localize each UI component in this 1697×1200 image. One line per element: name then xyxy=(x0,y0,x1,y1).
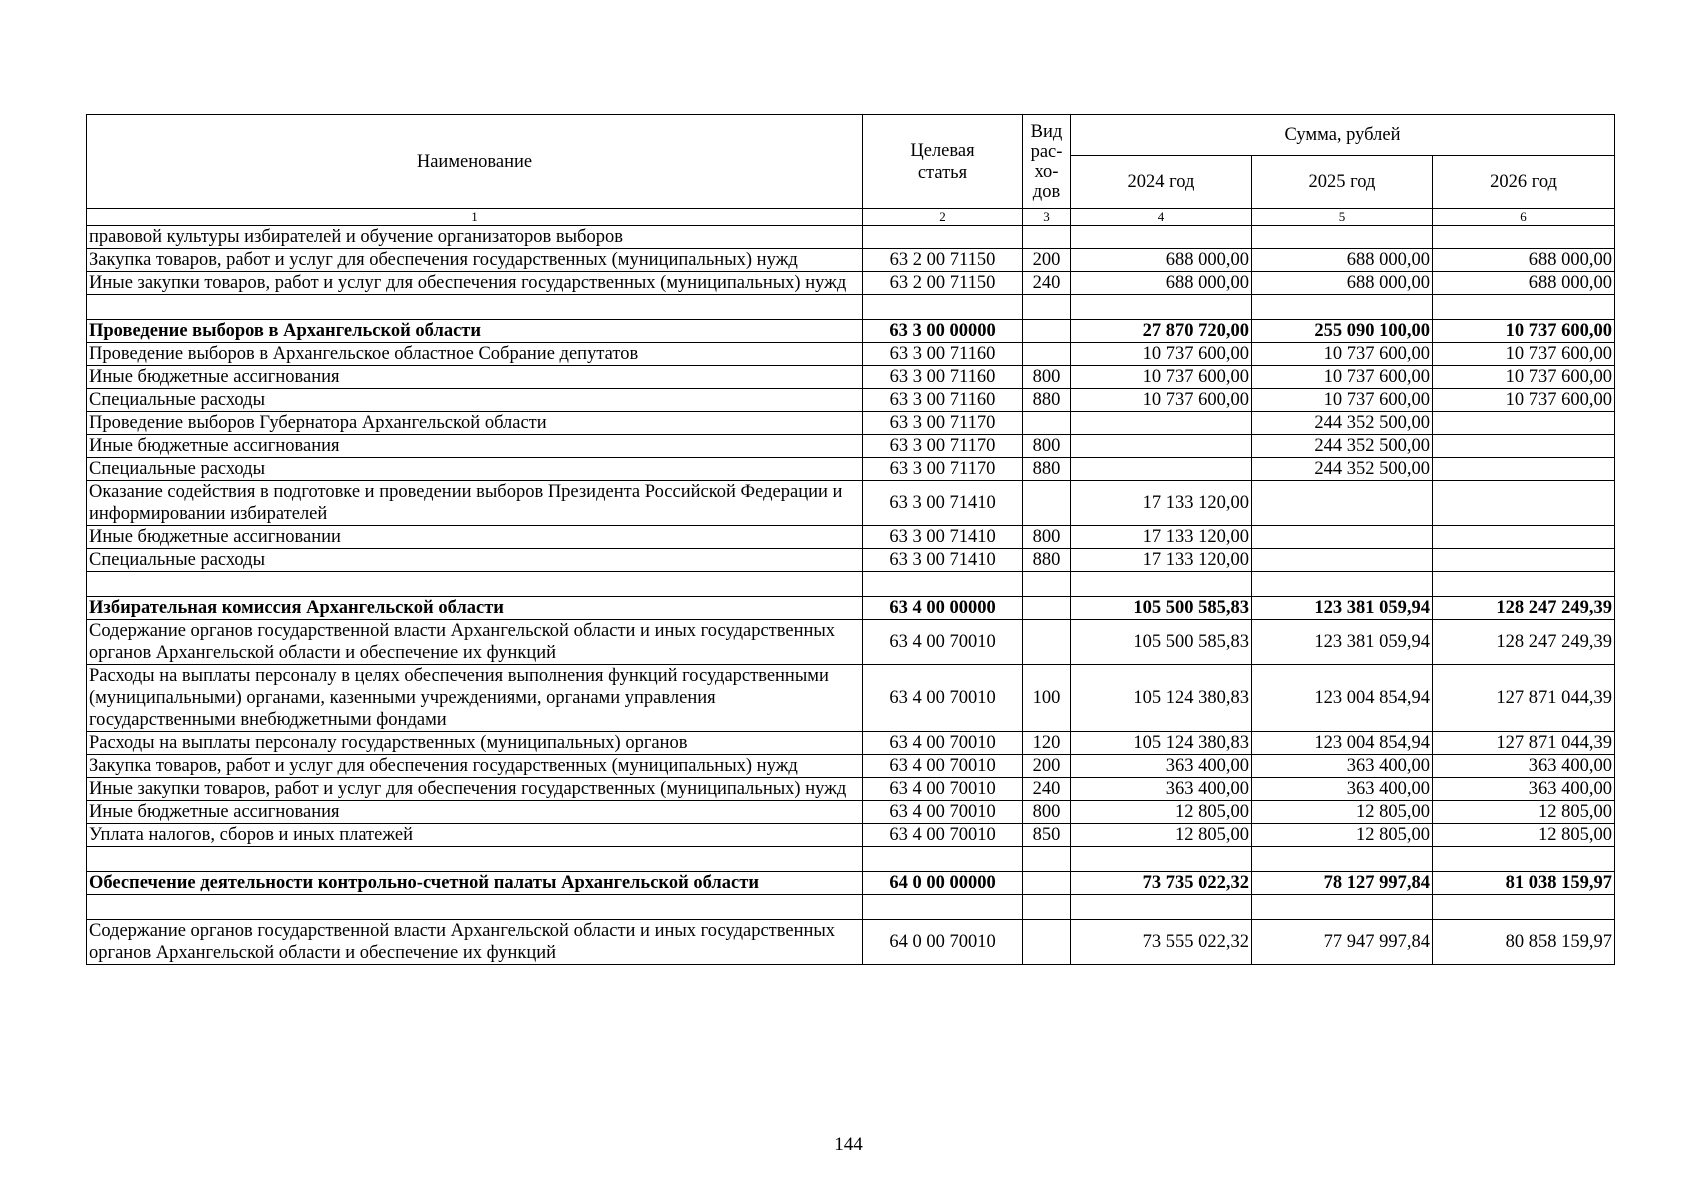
row-amount-2024: 688 000,00 xyxy=(1071,272,1252,295)
row-target-article: 63 4 00 00000 xyxy=(863,597,1023,620)
table-row xyxy=(87,343,1615,366)
row-target-article: 63 3 00 71170 xyxy=(863,435,1023,458)
row-amount-2026: 10 737 600,00 xyxy=(1433,343,1615,366)
row-amount-2024: 27 870 720,00 xyxy=(1071,320,1252,343)
row-name: Закупка товаров, работ и услуг для обеспечения государственных (муниципальных) нужд xyxy=(87,755,863,778)
row-target-article: 63 3 00 71410 xyxy=(863,481,1023,526)
row-expense-kind: 850 xyxy=(1023,824,1071,847)
row-expense-kind: 240 xyxy=(1023,778,1071,801)
row-name: Избирательная комиссия Архангельской области xyxy=(87,597,863,620)
row-amount-2025: 123 381 059,94 xyxy=(1252,597,1433,620)
row-amount-2025 xyxy=(1252,847,1433,872)
row-name: Уплата налогов, сборов и иных платежей xyxy=(87,824,863,847)
row-target-article: 63 3 00 71410 xyxy=(863,526,1023,549)
row-amount-2026: 10 737 600,00 xyxy=(1433,366,1615,389)
row-amount-2024 xyxy=(1071,435,1252,458)
col-number: 1 xyxy=(87,209,863,226)
row-amount-2024: 105 500 585,83 xyxy=(1071,620,1252,665)
row-amount-2026 xyxy=(1433,847,1615,872)
row-amount-2025: 10 737 600,00 xyxy=(1252,366,1433,389)
row-name: Расходы на выплаты персоналу в целях обеспечения выполнения функций государственными (муниципальными) органами, казенными учреждениями, органами управления государственными внебюджетными фондами xyxy=(87,665,863,732)
row-target-article: 63 4 00 70010 xyxy=(863,620,1023,665)
row-target-article: 63 4 00 70010 xyxy=(863,732,1023,755)
table-row xyxy=(87,295,1615,320)
table-row xyxy=(87,801,1615,824)
row-amount-2025: 12 805,00 xyxy=(1252,801,1433,824)
col-number: 3 xyxy=(1023,209,1071,226)
row-expense-kind xyxy=(1023,572,1071,597)
row-amount-2026: 127 871 044,39 xyxy=(1433,732,1615,755)
table-row xyxy=(87,847,1615,872)
table-section-row xyxy=(87,872,1615,895)
row-amount-2024 xyxy=(1071,295,1252,320)
row-expense-kind: 880 xyxy=(1023,458,1071,481)
row-amount-2026 xyxy=(1433,549,1615,572)
row-amount-2026: 10 737 600,00 xyxy=(1433,320,1615,343)
row-name: Иные бюджетные ассигнования xyxy=(87,801,863,824)
row-amount-2024: 105 124 380,83 xyxy=(1071,732,1252,755)
row-amount-2026: 128 247 249,39 xyxy=(1433,620,1615,665)
row-expense-kind: 200 xyxy=(1023,249,1071,272)
row-amount-2026: 81 038 159,97 xyxy=(1433,872,1615,895)
row-target-article xyxy=(863,572,1023,597)
row-expense-kind: 200 xyxy=(1023,755,1071,778)
row-target-article: 63 3 00 71160 xyxy=(863,389,1023,412)
table-row xyxy=(87,549,1615,572)
row-amount-2025: 123 004 854,94 xyxy=(1252,732,1433,755)
row-amount-2025 xyxy=(1252,572,1433,597)
row-expense-kind xyxy=(1023,481,1071,526)
row-amount-2025 xyxy=(1252,481,1433,526)
row-target-article: 63 4 00 70010 xyxy=(863,778,1023,801)
row-amount-2024: 10 737 600,00 xyxy=(1071,366,1252,389)
row-amount-2024: 10 737 600,00 xyxy=(1071,343,1252,366)
row-amount-2024: 363 400,00 xyxy=(1071,778,1252,801)
row-expense-kind xyxy=(1023,847,1071,872)
table-row xyxy=(87,824,1615,847)
table-row xyxy=(87,665,1615,732)
row-amount-2026 xyxy=(1433,295,1615,320)
row-amount-2025 xyxy=(1252,526,1433,549)
header-year-2025: 2025 год xyxy=(1252,156,1433,209)
row-amount-2025 xyxy=(1252,295,1433,320)
header-year-2024: 2024 год xyxy=(1071,156,1252,209)
col-number: 2 xyxy=(863,209,1023,226)
table-row xyxy=(87,778,1615,801)
row-amount-2026: 12 805,00 xyxy=(1433,801,1615,824)
row-name: Специальные расходы xyxy=(87,458,863,481)
row-amount-2026: 128 247 249,39 xyxy=(1433,597,1615,620)
table-row xyxy=(87,572,1615,597)
row-amount-2024 xyxy=(1071,412,1252,435)
row-target-article xyxy=(863,226,1023,249)
row-target-article: 63 3 00 71160 xyxy=(863,366,1023,389)
row-amount-2026: 12 805,00 xyxy=(1433,824,1615,847)
row-amount-2024 xyxy=(1071,847,1252,872)
table-row xyxy=(87,526,1615,549)
row-name xyxy=(87,572,863,597)
row-amount-2025: 10 737 600,00 xyxy=(1252,343,1433,366)
row-name: Иные закупки товаров, работ и услуг для обеспечения государственных (муниципальных) нужд xyxy=(87,778,863,801)
row-amount-2026: 363 400,00 xyxy=(1433,778,1615,801)
row-name xyxy=(87,895,863,920)
row-expense-kind xyxy=(1023,920,1071,965)
row-amount-2024: 363 400,00 xyxy=(1071,755,1252,778)
row-amount-2026 xyxy=(1433,458,1615,481)
header-sum: Сумма, рублей xyxy=(1071,115,1615,156)
col-number: 6 xyxy=(1433,209,1615,226)
row-amount-2025: 363 400,00 xyxy=(1252,778,1433,801)
col-number: 4 xyxy=(1071,209,1252,226)
row-expense-kind xyxy=(1023,597,1071,620)
table-row xyxy=(87,732,1615,755)
row-name: Специальные расходы xyxy=(87,389,863,412)
row-amount-2026 xyxy=(1433,895,1615,920)
row-expense-kind: 240 xyxy=(1023,272,1071,295)
row-expense-kind xyxy=(1023,320,1071,343)
row-amount-2026 xyxy=(1433,226,1615,249)
row-name: Обеспечение деятельности контрольно-счетной палаты Архангельской области xyxy=(87,872,863,895)
row-target-article: 63 4 00 70010 xyxy=(863,755,1023,778)
row-amount-2025: 255 090 100,00 xyxy=(1252,320,1433,343)
row-target-article: 63 4 00 70010 xyxy=(863,824,1023,847)
row-name: Иные бюджетные ассигнования xyxy=(87,435,863,458)
row-amount-2025: 12 805,00 xyxy=(1252,824,1433,847)
table-row xyxy=(87,366,1615,389)
row-target-article: 63 3 00 00000 xyxy=(863,320,1023,343)
row-amount-2024: 12 805,00 xyxy=(1071,824,1252,847)
table-row xyxy=(87,620,1615,665)
row-expense-kind xyxy=(1023,872,1071,895)
table-row xyxy=(87,435,1615,458)
table-row xyxy=(87,249,1615,272)
row-expense-kind xyxy=(1023,412,1071,435)
row-name: Расходы на выплаты персоналу государственных (муниципальных) органов xyxy=(87,732,863,755)
row-amount-2025: 10 737 600,00 xyxy=(1252,389,1433,412)
header-expense-kind: Вид рас- хо- дов xyxy=(1023,115,1071,209)
row-amount-2026 xyxy=(1433,435,1615,458)
table-section-row xyxy=(87,597,1615,620)
row-target-article: 63 2 00 71150 xyxy=(863,249,1023,272)
row-amount-2024 xyxy=(1071,458,1252,481)
col-number: 5 xyxy=(1252,209,1433,226)
row-amount-2024: 17 133 120,00 xyxy=(1071,481,1252,526)
row-amount-2026 xyxy=(1433,572,1615,597)
row-name: Проведение выборов Губернатора Архангельской области xyxy=(87,412,863,435)
row-amount-2024: 10 737 600,00 xyxy=(1071,389,1252,412)
row-amount-2026: 127 871 044,39 xyxy=(1433,665,1615,732)
row-amount-2025: 244 352 500,00 xyxy=(1252,435,1433,458)
row-target-article xyxy=(863,895,1023,920)
table-header xyxy=(87,115,1615,226)
row-expense-kind: 800 xyxy=(1023,435,1071,458)
row-expense-kind xyxy=(1023,895,1071,920)
row-expense-kind: 800 xyxy=(1023,801,1071,824)
row-target-article: 63 2 00 71150 xyxy=(863,272,1023,295)
row-amount-2025: 363 400,00 xyxy=(1252,755,1433,778)
table-body xyxy=(87,226,1615,965)
row-amount-2026: 688 000,00 xyxy=(1433,249,1615,272)
row-expense-kind: 100 xyxy=(1023,665,1071,732)
row-amount-2024 xyxy=(1071,572,1252,597)
row-expense-kind: 880 xyxy=(1023,549,1071,572)
row-name: Специальные расходы xyxy=(87,549,863,572)
row-name xyxy=(87,847,863,872)
row-expense-kind: 800 xyxy=(1023,526,1071,549)
row-amount-2024: 73 555 022,32 xyxy=(1071,920,1252,965)
row-amount-2024 xyxy=(1071,895,1252,920)
row-name xyxy=(87,295,863,320)
row-expense-kind xyxy=(1023,295,1071,320)
table-row xyxy=(87,920,1615,965)
row-expense-kind xyxy=(1023,343,1071,366)
row-amount-2024: 17 133 120,00 xyxy=(1071,526,1252,549)
row-amount-2025: 77 947 997,84 xyxy=(1252,920,1433,965)
row-amount-2024: 17 133 120,00 xyxy=(1071,549,1252,572)
table-row xyxy=(87,458,1615,481)
row-name: Иные закупки товаров, работ и услуг для обеспечения государственных (муниципальных) нужд xyxy=(87,272,863,295)
row-amount-2025: 688 000,00 xyxy=(1252,272,1433,295)
table-row xyxy=(87,481,1615,526)
row-amount-2025 xyxy=(1252,226,1433,249)
row-name: Закупка товаров, работ и услуг для обеспечения государственных (муниципальных) нужд xyxy=(87,249,863,272)
row-target-article xyxy=(863,847,1023,872)
row-amount-2026: 363 400,00 xyxy=(1433,755,1615,778)
row-name: Содержание органов государственной власти Архангельской области и иных государственных органов Архангельской области и обеспечение их функций xyxy=(87,620,863,665)
header-target-article: Целевая статья xyxy=(863,115,1023,209)
row-expense-kind: 120 xyxy=(1023,732,1071,755)
row-target-article: 63 3 00 71170 xyxy=(863,412,1023,435)
row-name: Оказание содействия в подготовке и проведении выборов Президента Российской Федерации и информировании избирателей xyxy=(87,481,863,526)
row-amount-2025: 78 127 997,84 xyxy=(1252,872,1433,895)
row-name: правовой культуры избирателей и обучение организаторов выборов xyxy=(87,226,863,249)
row-amount-2025: 244 352 500,00 xyxy=(1252,458,1433,481)
table-section-row xyxy=(87,320,1615,343)
row-target-article: 63 4 00 70010 xyxy=(863,665,1023,732)
row-amount-2024 xyxy=(1071,226,1252,249)
page-number: 144 xyxy=(834,1134,863,1155)
row-amount-2024: 12 805,00 xyxy=(1071,801,1252,824)
row-amount-2025 xyxy=(1252,895,1433,920)
row-name: Иные бюджетные ассигновании xyxy=(87,526,863,549)
row-name: Иные бюджетные ассигнования xyxy=(87,366,863,389)
table-row xyxy=(87,272,1615,295)
row-amount-2024: 73 735 022,32 xyxy=(1071,872,1252,895)
row-amount-2026: 688 000,00 xyxy=(1433,272,1615,295)
row-name: Проведение выборов в Архангельское областное Собрание депутатов xyxy=(87,343,863,366)
column-numbers-row xyxy=(87,209,1615,226)
row-target-article: 64 0 00 70010 xyxy=(863,920,1023,965)
header-name: Наименование xyxy=(87,115,863,209)
row-amount-2026: 80 858 159,97 xyxy=(1433,920,1615,965)
row-amount-2026 xyxy=(1433,412,1615,435)
row-expense-kind xyxy=(1023,620,1071,665)
header-year-2026: 2026 год xyxy=(1433,156,1615,209)
row-amount-2026: 10 737 600,00 xyxy=(1433,389,1615,412)
table-row xyxy=(87,226,1615,249)
row-amount-2024: 105 500 585,83 xyxy=(1071,597,1252,620)
row-target-article: 63 3 00 71410 xyxy=(863,549,1023,572)
table-row xyxy=(87,895,1615,920)
row-expense-kind xyxy=(1023,226,1071,249)
row-amount-2026 xyxy=(1433,481,1615,526)
row-amount-2025: 244 352 500,00 xyxy=(1252,412,1433,435)
row-target-article: 64 0 00 00000 xyxy=(863,872,1023,895)
row-amount-2025 xyxy=(1252,549,1433,572)
table-row xyxy=(87,755,1615,778)
row-target-article xyxy=(863,295,1023,320)
row-expense-kind: 880 xyxy=(1023,389,1071,412)
row-target-article: 63 4 00 70010 xyxy=(863,801,1023,824)
table-row xyxy=(87,389,1615,412)
row-amount-2025: 123 004 854,94 xyxy=(1252,665,1433,732)
row-amount-2024: 688 000,00 xyxy=(1071,249,1252,272)
table-row xyxy=(87,412,1615,435)
row-name: Проведение выборов в Архангельской области xyxy=(87,320,863,343)
row-amount-2025: 688 000,00 xyxy=(1252,249,1433,272)
budget-table xyxy=(86,114,1615,965)
row-amount-2024: 105 124 380,83 xyxy=(1071,665,1252,732)
row-amount-2026 xyxy=(1433,526,1615,549)
row-target-article: 63 3 00 71160 xyxy=(863,343,1023,366)
row-target-article: 63 3 00 71170 xyxy=(863,458,1023,481)
row-amount-2025: 123 381 059,94 xyxy=(1252,620,1433,665)
row-expense-kind: 800 xyxy=(1023,366,1071,389)
row-name: Содержание органов государственной власти Архангельской области и иных государственных органов Архангельской области и обеспечение их функций xyxy=(87,920,863,965)
